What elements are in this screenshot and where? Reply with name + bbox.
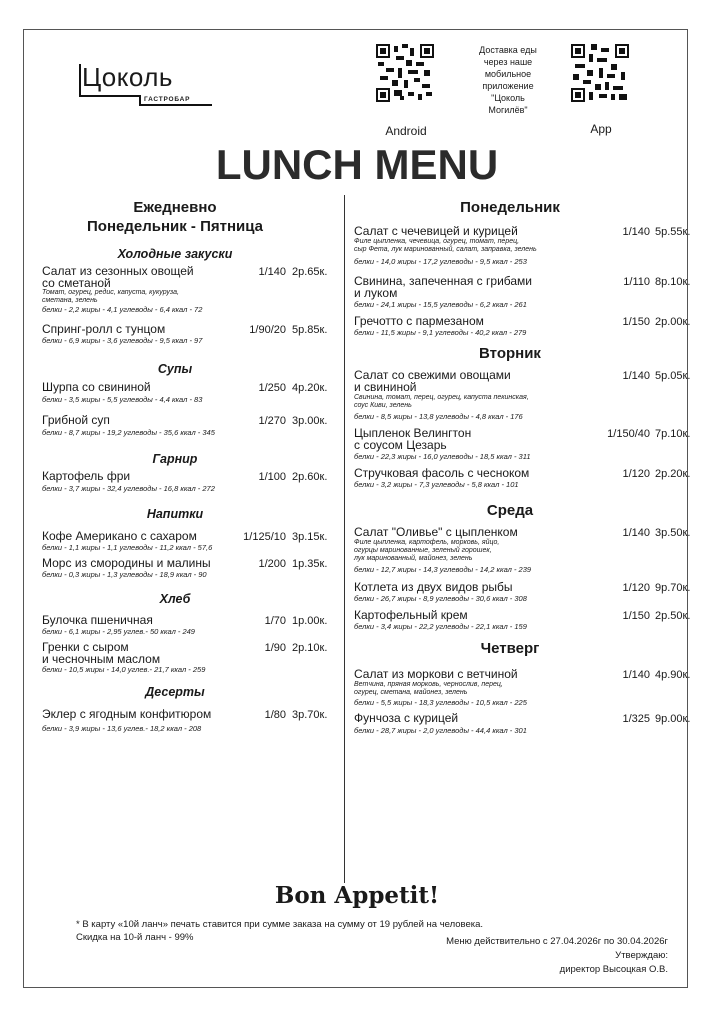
menu-item-portion: 1/325 bbox=[622, 713, 650, 725]
menu-item-portion: 1/120 bbox=[622, 468, 650, 480]
menu-item-price: 2р.10к. bbox=[292, 642, 328, 654]
logo-word: Цоколь bbox=[82, 62, 173, 92]
menu-item-nutrition: белки - 8,7 жиры - 19,2 углеводы - 35,6 ккал - 345 bbox=[42, 428, 215, 437]
menu-item-portion: 1/90/20 bbox=[249, 324, 286, 336]
loyalty-note: * В карту «10й ланч» печать ставится при сумме заказа на сумму от 19 рублей на человека. bbox=[76, 919, 484, 930]
menu-item-description: Томат, огурец, редис, капуста, кукуруза, bbox=[42, 289, 179, 296]
menu-item-name: Кофе Американо с сахаром bbox=[42, 529, 197, 543]
delivery-line: мобильное bbox=[484, 69, 532, 79]
menu-item-name: и свининой bbox=[354, 380, 417, 394]
delivery-line: Доставка еды bbox=[479, 45, 537, 55]
menu-item-portion: 1/120 bbox=[622, 582, 650, 594]
menu-item-name: Салат из моркови с ветчиной bbox=[354, 667, 518, 681]
menu-item-portion: 1/100 bbox=[258, 471, 286, 483]
menu-item-portion: 1/250 bbox=[258, 382, 286, 394]
menu-item-price: 9р.00к. bbox=[655, 713, 691, 725]
menu-item-description: лук маринованный, майонез, зелень bbox=[354, 555, 473, 562]
menu-item-nutrition: белки - 22,3 жиры - 16,0 углеводы - 18,5 ккал - 311 bbox=[354, 452, 531, 461]
menu-item-portion: 1/270 bbox=[258, 415, 286, 427]
menu-item-nutrition: белки - 14,0 жиры - 17,2 углеводы - 9,5 ккал - 253 bbox=[354, 257, 527, 266]
menu-item-nutrition: белки - 8,5 жиры - 13,8 углеводы - 4,8 ккал - 176 bbox=[354, 412, 523, 421]
menu-item-name: Свинина, запеченная с грибами bbox=[354, 274, 532, 288]
menu-item-price: 8р.10к. bbox=[655, 276, 691, 288]
valid-dates: Меню действительно с 27.04.2026г по 30.04.2026г bbox=[446, 936, 668, 947]
logo-subtitle: ГАСТРОБАР bbox=[144, 96, 191, 103]
menu-item-price: 3р.15к. bbox=[292, 531, 328, 543]
menu-item-price: 1р.35к. bbox=[292, 558, 328, 570]
menu-item-portion: 1/140 bbox=[622, 669, 650, 681]
menu-item-nutrition: белки - 28,7 жиры - 2,0 углеводы - 44,4 ккал - 301 bbox=[354, 726, 527, 735]
menu-item-price: 5р.85к. bbox=[292, 324, 328, 336]
menu-item-name: и чесночным маслом bbox=[42, 652, 161, 666]
bon-appetit: Bon Appetit! bbox=[274, 882, 440, 909]
menu-item-nutrition: белки - 26,7 жиры - 8,9 углеводы - 30,6 ккал - 308 bbox=[354, 594, 527, 603]
menu-item-name: с соусом Цезарь bbox=[354, 438, 447, 452]
menu-item-price: 5р.55к. bbox=[655, 226, 691, 238]
menu-item-price: 2р.00к. bbox=[655, 316, 691, 328]
menu-item-nutrition: белки - 3,2 жиры - 7,3 углеводы - 5,8 ккал - 101 bbox=[354, 480, 519, 489]
menu-item-portion: 1/125/10 bbox=[243, 531, 286, 543]
category-soups: Супы bbox=[157, 362, 193, 376]
menu-item-nutrition: белки - 1,1 жиры - 1,1 углеводы - 11,2 ккал - 57,6 bbox=[42, 543, 213, 552]
menu-item-name: Картофель фри bbox=[42, 469, 131, 483]
menu-item-price: 4р.90к. bbox=[655, 669, 691, 681]
app-label: App bbox=[590, 122, 612, 136]
menu-item-nutrition: белки - 6,1 жиры - 2,95 углев.- 50 ккал - 249 bbox=[42, 627, 195, 636]
menu-item-description: соус Киви, зелень bbox=[354, 402, 412, 409]
day-tuesday: Вторник bbox=[479, 345, 541, 362]
menu-item-name: и луком bbox=[354, 286, 398, 300]
menu-item-name: Гречотто с пармезаном bbox=[354, 314, 484, 328]
weekdays-header: Понедельник - Пятница bbox=[87, 218, 263, 235]
menu-item-portion: 1/140 bbox=[622, 527, 650, 539]
day-monday: Понедельник bbox=[460, 199, 560, 216]
menu-item-portion: 1/140 bbox=[622, 370, 650, 382]
discount-note: Скидка на 10-й ланч - 99% bbox=[76, 932, 194, 943]
menu-item-description: Ветчина, пряная морковь, чернослив, перец, bbox=[354, 681, 503, 688]
daily-header: Ежедневно bbox=[133, 199, 217, 216]
menu-item-name: Фунчоза с курицей bbox=[354, 711, 459, 725]
menu-item-price: 2р.60к. bbox=[292, 471, 328, 483]
menu-item-nutrition: белки - 3,5 жиры - 5,5 углеводы - 4,4 ккал - 83 bbox=[42, 395, 203, 404]
menu-item-name: Салат из сезонных овощей bbox=[42, 264, 194, 278]
menu-item-nutrition: белки - 3,4 жиры - 22,2 углеводы - 22,1 ккал - 159 bbox=[354, 622, 527, 631]
menu-item-name: Эклер с ягодным конфитюром bbox=[42, 707, 212, 721]
menu-item-name: Котлета из двух видов рыбы bbox=[354, 580, 513, 594]
delivery-line: "Цоколь bbox=[491, 93, 525, 103]
menu-item-name: Стручковая фасоль с чесноком bbox=[354, 466, 530, 480]
menu-item-price: 9р.70к. bbox=[655, 582, 691, 594]
logo bbox=[78, 62, 213, 106]
menu-item-nutrition: белки - 12,7 жиры - 14,3 углеводы - 14,2 ккал - 239 bbox=[354, 565, 532, 574]
menu-item-price: 3р.70к. bbox=[292, 709, 328, 721]
menu-item-price: 2р.20к. bbox=[655, 468, 691, 480]
menu-item-name: Морс из смородины и малины bbox=[42, 556, 211, 570]
menu-item-name: со сметаной bbox=[42, 276, 111, 290]
menu-item-nutrition: белки - 10,5 жиры - 14,0 углев.- 21,7 ккал - 259 bbox=[42, 665, 206, 674]
menu-item-price: 2р.50к. bbox=[655, 610, 691, 622]
director-signature: директор Высоцкая О.В. bbox=[559, 964, 668, 975]
menu-item-name: Цыпленок Велингтон bbox=[354, 426, 472, 440]
qr-code-app[interactable] bbox=[571, 44, 629, 102]
category-drinks: Напитки bbox=[146, 507, 204, 521]
menu-item-nutrition: белки - 5,5 жиры - 18,3 углеводы - 10,5 ккал - 225 bbox=[354, 698, 527, 707]
menu-item-nutrition: белки - 3,7 жиры - 32,4 углеводы - 16,8 ккал - 272 bbox=[42, 484, 215, 493]
delivery-text bbox=[467, 44, 549, 116]
menu-item-portion: 1/90 bbox=[264, 642, 286, 654]
page-title: LUNCH MENU bbox=[215, 141, 499, 188]
menu-item-nutrition: белки - 2,2 жиры - 4,1 углеводы - 6,4 ккал - 72 bbox=[42, 305, 203, 314]
menu-item-price: 4р.20к. bbox=[292, 382, 328, 394]
menu-item-name: Салат с чечевицей и курицей bbox=[354, 224, 518, 238]
menu-item-description: огурцы маринованные, зеленый горошек, bbox=[354, 547, 492, 554]
menu-item-portion: 1/110 bbox=[623, 276, 650, 288]
menu-item-portion: 1/150 bbox=[622, 316, 650, 328]
menu-item-name: Гренки с сыром bbox=[42, 640, 129, 654]
menu-item-price: 1р.00к. bbox=[292, 615, 328, 627]
menu-item-description: Свинина, томат, перец, огурец, капуста пекинская, bbox=[354, 394, 529, 401]
column-divider bbox=[344, 195, 345, 883]
delivery-line: Могилёв" bbox=[488, 105, 528, 115]
day-thursday: Четверг bbox=[480, 640, 540, 657]
menu-item-nutrition: белки - 24,1 жиры - 15,5 углеводы - 6,2 ккал - 261 bbox=[354, 300, 527, 309]
qr-code-android[interactable] bbox=[376, 44, 434, 102]
menu-item-description: сыр Фета, лук маринованный, салат, заправка, зелень bbox=[354, 246, 537, 253]
menu-item-portion: 1/150 bbox=[622, 610, 650, 622]
menu-item-portion: 1/140 bbox=[258, 266, 286, 278]
menu-item-nutrition: белки - 3,9 жиры - 13,6 углев.- 18,2 ккал - 208 bbox=[42, 724, 202, 733]
category-cold: Холодные закуски bbox=[117, 247, 233, 261]
menu-item-description: сметана, зелень bbox=[42, 297, 98, 304]
menu-item-name: Салат со свежими овощами bbox=[354, 368, 511, 382]
menu-item-nutrition: белки - 6,9 жиры - 3,6 углеводы - 9,5 ккал - 97 bbox=[42, 336, 203, 345]
menu-item-portion: 1/200 bbox=[258, 558, 286, 570]
menu-item-name: Булочка пшеничная bbox=[42, 613, 153, 627]
menu-item-price: 5р.05к. bbox=[655, 370, 691, 382]
menu-item-name: Шурпа со свининой bbox=[42, 380, 151, 394]
menu-item-nutrition: белки - 11,5 жиры - 9,1 углеводы - 40,2 ккал - 279 bbox=[354, 328, 527, 337]
approve-label: Утверждаю: bbox=[615, 950, 668, 961]
menu-item-name: Картофельный крем bbox=[354, 608, 468, 622]
menu-item-price: 3р.50к. bbox=[655, 527, 691, 539]
android-label: Android bbox=[385, 124, 427, 138]
delivery-line: через наше bbox=[483, 57, 533, 67]
menu-item-description: огурец, сметана, майонез, зелень bbox=[354, 689, 468, 696]
menu-item-price: 2р.65к. bbox=[292, 266, 328, 278]
menu-item-name: Грибной суп bbox=[42, 413, 110, 427]
menu-item-description: Филе цыпленка, картофель, морковь, яйцо, bbox=[354, 539, 500, 546]
menu-item-portion: 1/80 bbox=[264, 709, 286, 721]
menu-item-description: Филе цыпленка, чечевица, огурец, томат, перец, bbox=[354, 238, 520, 245]
menu-item-price: 7р.10к. bbox=[655, 428, 691, 440]
category-garnish: Гарнир bbox=[152, 452, 198, 466]
menu-item-portion: 1/70 bbox=[264, 615, 286, 627]
menu-item-price: 3р.00к. bbox=[292, 415, 328, 427]
menu-item-portion: 1/150/40 bbox=[607, 428, 650, 440]
menu-item-portion: 1/140 bbox=[622, 226, 650, 238]
menu-item-name: Спринг-ролл с тунцом bbox=[42, 322, 166, 336]
delivery-line: приложение bbox=[482, 81, 534, 91]
menu-item-name: Салат "Оливье" с цыпленком bbox=[354, 525, 518, 539]
menu-item-nutrition: белки - 0,3 жиры - 1,3 углеводы - 18,9 ккал - 90 bbox=[42, 570, 207, 579]
category-bread: Хлеб bbox=[159, 592, 191, 606]
category-desserts: Десерты bbox=[145, 685, 205, 699]
day-wednesday: Среда bbox=[486, 502, 534, 519]
